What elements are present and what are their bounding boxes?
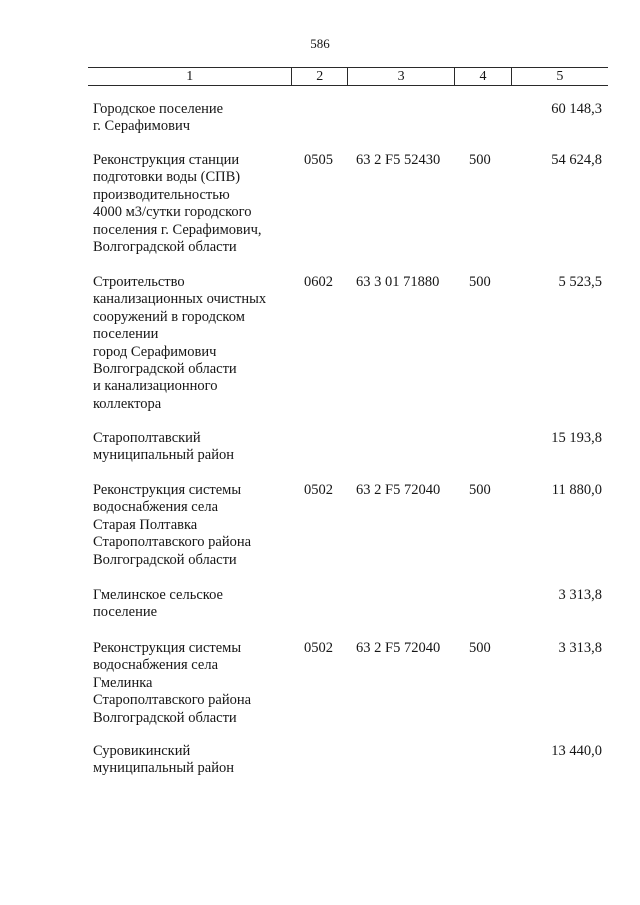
row-sum: 11 880,0 — [551, 482, 602, 498]
name-line: Старополтавский — [93, 430, 201, 446]
name-line: Старополтавского района — [93, 692, 252, 709]
row-name — [93, 640, 298, 727]
row-sum: 5 523,5 — [558, 274, 602, 290]
name-line: поселении — [93, 326, 159, 343]
row-name — [93, 482, 298, 569]
name-line: поселения г. Серафимович, — [93, 221, 262, 238]
row-code: 63 2 F5 72040 — [356, 482, 441, 498]
name-line: производительностью — [93, 186, 230, 203]
row-section: 0505 — [304, 152, 333, 168]
row-code: 63 2 F5 72040 — [356, 640, 441, 656]
row-sum: 15 193,8 — [551, 430, 602, 446]
name-line: подготовки воды (СПВ) — [93, 169, 241, 186]
row-name — [93, 743, 298, 778]
header-col-4: 4 — [455, 68, 512, 85]
name-line: канализационных очистных — [93, 291, 267, 308]
name-line: Волгоградской области — [93, 361, 237, 378]
name-line: Гмелинское сельское — [93, 587, 223, 603]
name-line: поселение — [93, 604, 158, 621]
name-line: 4000 м3/сутки городского — [93, 204, 252, 221]
row-section: 0502 — [304, 640, 333, 656]
row-type: 500 — [469, 274, 491, 290]
row-code: 63 2 F5 52430 — [356, 152, 441, 168]
header-col-3: 3 — [348, 68, 455, 85]
name-line: Волгоградской области — [93, 239, 237, 256]
name-line: Суровикинский — [93, 743, 191, 759]
name-line: Реконструкция системы — [93, 640, 242, 656]
name-line: Волгоградской области — [93, 551, 237, 568]
name-line: коллектора — [93, 395, 162, 412]
row-type: 500 — [469, 640, 491, 656]
name-line: Городское поселение — [93, 101, 224, 117]
row-name — [93, 587, 298, 622]
name-line: город Серафимович — [93, 343, 217, 360]
row-sum: 3 313,8 — [558, 587, 602, 603]
name-line: и канализационного — [93, 378, 218, 395]
header-col-1: 1 — [88, 68, 292, 85]
row-sum: 60 148,3 — [551, 101, 602, 117]
row-section: 0502 — [304, 482, 333, 498]
row-type: 500 — [469, 152, 491, 168]
row-name — [93, 101, 298, 136]
name-line: сооружений в городском — [93, 308, 245, 325]
name-line: водоснабжения села — [93, 657, 219, 674]
header-col-2: 2 — [292, 68, 348, 85]
name-line: муниципальный район — [93, 447, 234, 464]
name-line: г. Серафимович — [93, 118, 191, 135]
header-col-5: 5 — [556, 69, 564, 84]
page-number: 586 — [310, 36, 330, 51]
name-line: водоснабжения села — [93, 499, 219, 516]
row-name — [93, 430, 298, 465]
row-sum: 54 624,8 — [551, 152, 602, 168]
name-line: Гмелинка — [93, 674, 153, 691]
row-section: 0602 — [304, 274, 333, 290]
name-line: Волгоградской области — [93, 709, 237, 726]
name-line: муниципальный район — [93, 760, 234, 777]
name-line: Старая Полтавка — [93, 516, 198, 533]
name-line: Старополтавского района — [93, 534, 252, 551]
row-sum: 13 440,0 — [551, 743, 602, 759]
row-type: 500 — [469, 482, 491, 498]
name-line: Реконструкция системы — [93, 482, 242, 498]
row-name — [93, 152, 298, 256]
row-code: 63 3 01 71880 — [356, 274, 440, 290]
row-name — [93, 274, 298, 413]
row-sum: 3 313,8 — [558, 640, 602, 656]
name-line: Реконструкция станции — [93, 152, 240, 168]
name-line: Строительство — [93, 274, 185, 290]
